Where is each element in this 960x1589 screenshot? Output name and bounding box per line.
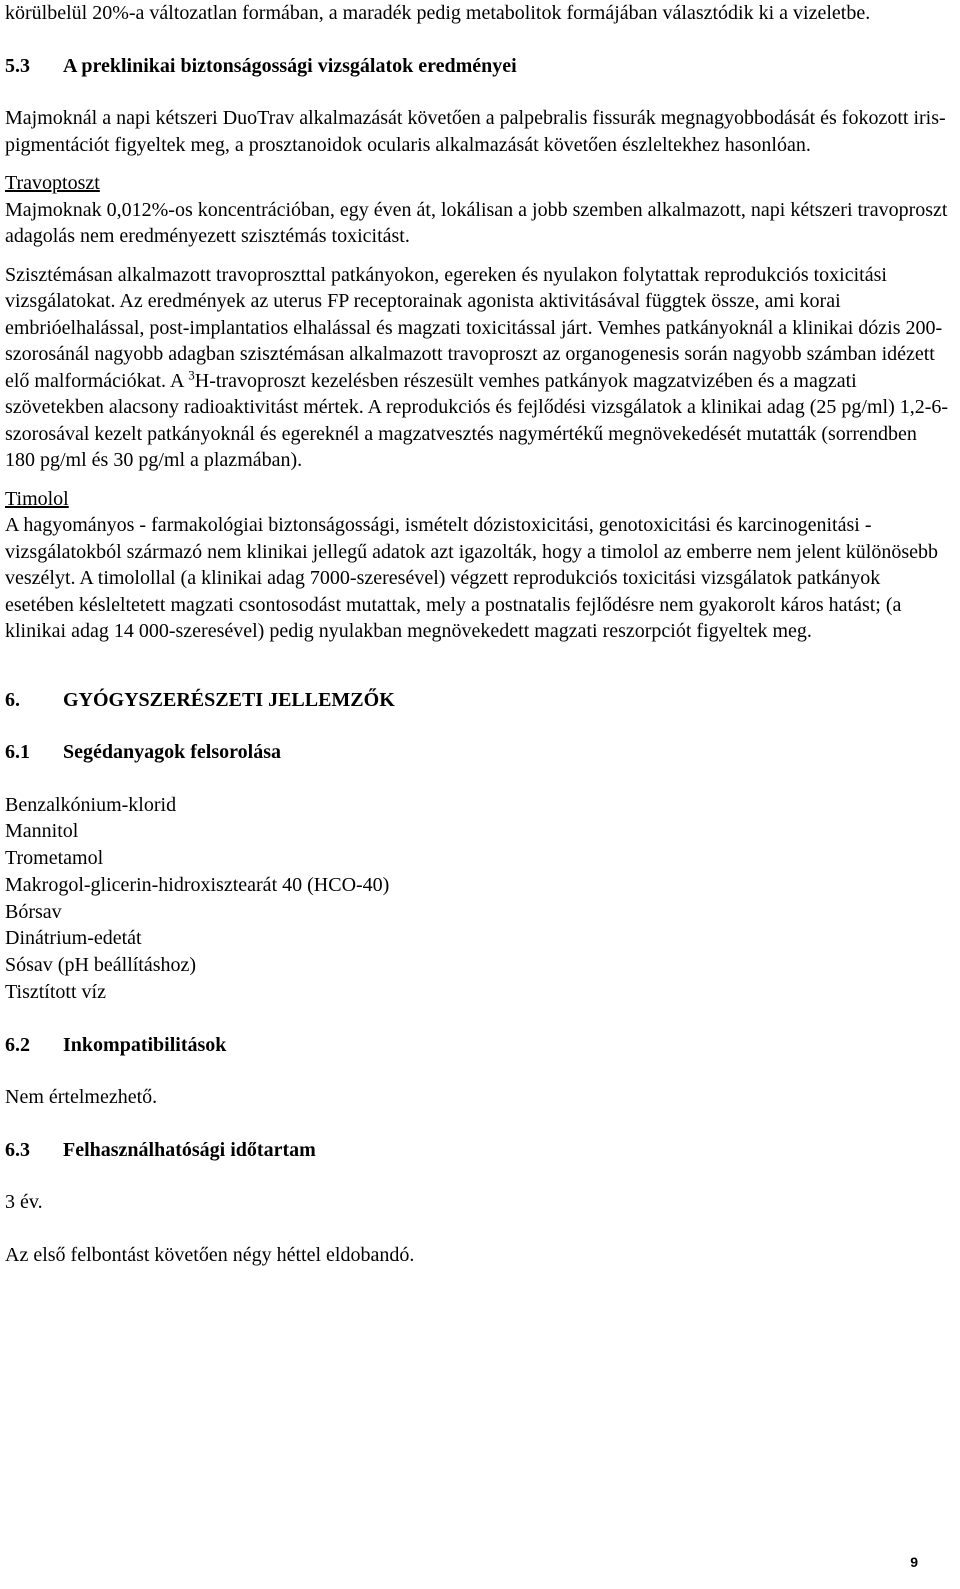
section-5-3-paragraph: Majmoknál a napi kétszeri DuoTrav alkalmazását követően a palpebralis fissurák megnagyobbodását és fokozott iris-pigmentációt figyeltek meg, a prosztanoidok ocularis alkalmazását követően észleltekhez hasonlóan. <box>5 107 946 156</box>
section-6-3-heading <box>5 1137 950 1164</box>
travoprost-paragraph-1: Majmoknak 0,012%-os koncentrációban, egy éven át, lokálisan a jobb szemben alkalmazott, napi kétszeri travoproszt adagolás nem eredményezett szisztémás toxicitást. <box>5 198 948 247</box>
intro-paragraph: körülbelül 20%-a változatlan formában, a maradék pedig metabolitok formájában választódik ki a vizeletbe. <box>5 2 871 24</box>
section-5-3-heading <box>5 53 950 80</box>
section-number: 6. <box>5 688 20 711</box>
superscript-isotope: 3 <box>188 366 195 382</box>
list-item: Bórsav <box>5 900 62 923</box>
section-6-heading <box>5 687 950 714</box>
list-item: Trometamol <box>5 847 104 870</box>
list-item: Dinátrium-edetát <box>5 927 142 950</box>
section-6-1-heading <box>5 739 950 766</box>
section-title: Segédanyagok felsorolása <box>63 741 281 763</box>
section-number: 5.3 <box>5 54 30 77</box>
section-6-3-text-1: 3 év. <box>5 1191 43 1214</box>
section-6-2-heading <box>5 1032 950 1059</box>
section-6-3-text-2: Az első felbontást követően négy héttel eldobandó. <box>5 1243 415 1266</box>
section-number: 6.3 <box>5 1138 30 1161</box>
list-item: Benzalkónium-klorid <box>5 793 177 816</box>
section-number: 6.1 <box>5 741 30 763</box>
list-item: Sósav (pH beállításhoz) <box>5 954 197 977</box>
section-number: 6.2 <box>5 1033 30 1056</box>
document-page <box>5 0 950 1268</box>
travoprost-subheading: Travoptoszt <box>5 172 100 194</box>
section-title: Felhasználhatósági időtartam <box>63 1138 316 1161</box>
timolol-paragraph: A hagyományos - farmakológiai biztonságossági, ismételt dózistoxicitási, genotoxicitási és karcinogenitási - vizsgálatokból származó nem klinikai jellegű adatok azt igazolták, hogy a timolol az emberre nem jelent különösebb veszélyt. A timolollal (a klinikai adag 7000-szeresével) végzett reprodukciós toxicitási vizsgálatok patkányok esetében késleltetett magzati csontosodást mutattak, mely a postnatalis fejlődésre nem gyakorolt káros hatást; (a klinikai adag 14 000-szeresével) pedig nyulakban megnövekedett magzati reszorpciót figyeltek meg. <box>5 514 939 642</box>
travoprost-paragraph-2-part-b: H-travoproszt kezelésben részesült vemhes patkányok magzatvizében és a magzati szövetekben alacsony radioaktivitást mértek. A reprodukciós és fejlődési vizsgálatok a klinikai adag (25 pg/ml) 1,2-6-szorosával kezelt patkányoknál és egereknél a magzatvesztés nagymértékű megnövekedését mutatták (sorrendben 180 pg/ml és 30 pg/ml a plazmában). <box>5 369 949 471</box>
list-item: Makrogol-glicerin-hidroxisztearát 40 (HCO-40) <box>5 873 390 896</box>
travoprost-paragraph-2-part-a: Szisztémásan alkalmazott travoproszttal patkányokon, egereken és nyulakon folytattak reprodukciós toxicitási vizsgálatokat. Az eredmények az uterus FP receptorainak agonista aktivitásával függtek össze, ami korai embrióelhalással, post-implantatios elhalással és magzati toxicitással járt. Vemhes patkányoknál a klinikai dózis 200-szorosánál nagyobb adagban szisztémásan alkalmazott travoproszt az organogenesis során nagyobb számban idézett elő malformációkat. A <box>5 263 943 392</box>
section-title: A preklinikai biztonságossági vizsgálatok eredményei <box>63 54 517 77</box>
page-number: 9 <box>910 1554 918 1570</box>
timolol-subheading: Timolol <box>5 487 69 510</box>
excipient-list <box>5 792 950 1006</box>
section-title: Inkompatibilitások <box>63 1033 227 1056</box>
list-item: Mannitol <box>5 820 79 843</box>
section-6-2-text: Nem értelmezhető. <box>5 1086 158 1109</box>
travoprost-paragraph-2 <box>5 262 950 474</box>
section-title: GYÓGYSZERÉSZETI JELLEMZŐK <box>63 688 395 711</box>
list-item: Tisztított víz <box>5 981 106 1004</box>
